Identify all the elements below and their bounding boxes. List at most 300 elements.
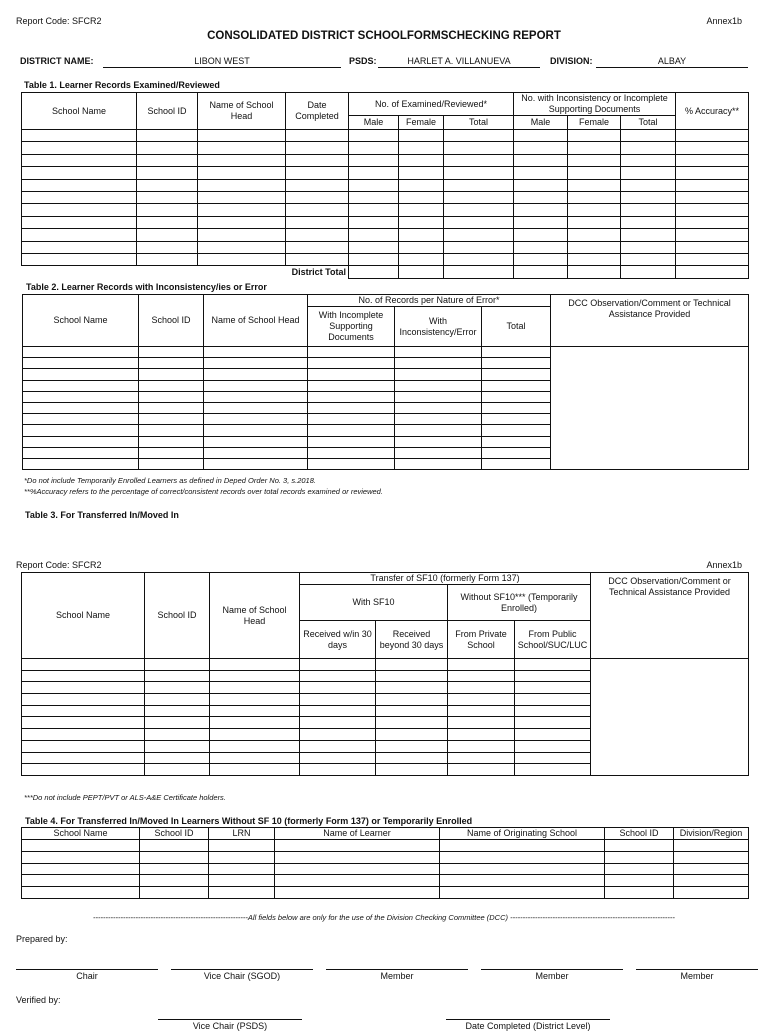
table-cell[interactable] — [514, 130, 568, 142]
table-cell[interactable] — [139, 425, 204, 436]
table-cell[interactable] — [23, 402, 139, 413]
table-cell[interactable] — [376, 764, 448, 776]
table-cell[interactable] — [137, 241, 198, 253]
table-cell[interactable] — [674, 887, 749, 899]
t2-header-nature: No. of Records per Nature of Error* — [308, 295, 551, 307]
table-cell[interactable] — [22, 694, 145, 706]
t4-header-school-id: School ID — [140, 828, 209, 840]
table-cell[interactable] — [399, 191, 444, 203]
table-cell[interactable] — [515, 694, 591, 706]
table-cell[interactable] — [399, 204, 444, 216]
table-cell[interactable] — [605, 875, 674, 887]
table-cell[interactable] — [23, 436, 139, 447]
table-cell[interactable] — [376, 694, 448, 706]
table-cell[interactable] — [515, 729, 591, 741]
table-cell[interactable] — [198, 229, 286, 241]
table-cell[interactable] — [395, 447, 482, 458]
table-cell[interactable] — [349, 179, 399, 191]
table-cell[interactable] — [23, 347, 139, 358]
table-cell[interactable] — [300, 729, 376, 741]
table-cell[interactable] — [145, 682, 210, 694]
table-cell[interactable] — [376, 717, 448, 729]
table-cell[interactable] — [515, 764, 591, 776]
table-cell[interactable] — [482, 402, 551, 413]
table-cell[interactable] — [204, 458, 308, 469]
table-cell[interactable] — [22, 875, 140, 887]
table-cell[interactable] — [514, 253, 568, 265]
table-cell[interactable] — [482, 447, 551, 458]
table-cell[interactable] — [22, 154, 137, 166]
table-cell[interactable] — [395, 425, 482, 436]
table-cell[interactable] — [209, 887, 275, 899]
table-cell[interactable] — [448, 752, 515, 764]
table-cell[interactable] — [22, 752, 145, 764]
table-cell[interactable] — [448, 740, 515, 752]
table-cell[interactable] — [198, 253, 286, 265]
table-cell[interactable] — [145, 764, 210, 776]
table-cell[interactable] — [444, 154, 514, 166]
table-cell[interactable] — [145, 740, 210, 752]
table-cell[interactable] — [23, 414, 139, 425]
table-cell[interactable] — [444, 216, 514, 228]
table-cell[interactable] — [286, 130, 349, 142]
table-cell[interactable] — [515, 752, 591, 764]
table-cell[interactable] — [204, 347, 308, 358]
table-cell[interactable] — [210, 729, 300, 741]
table-cell[interactable] — [440, 863, 605, 875]
table-cell[interactable] — [286, 191, 349, 203]
table-cell[interactable] — [210, 670, 300, 682]
table-cell[interactable] — [137, 154, 198, 166]
table-cell[interactable] — [515, 670, 591, 682]
table-cell[interactable] — [139, 391, 204, 402]
table-cell[interactable] — [22, 717, 145, 729]
table-cell[interactable] — [482, 380, 551, 391]
table-cell[interactable] — [676, 142, 749, 154]
table-cell[interactable] — [275, 863, 440, 875]
table-cell[interactable] — [440, 840, 605, 852]
table-cell[interactable] — [22, 241, 137, 253]
table-cell[interactable] — [22, 840, 140, 852]
table-cell[interactable] — [399, 130, 444, 142]
table-cell[interactable] — [308, 447, 395, 458]
table-cell[interactable] — [23, 391, 139, 402]
table-cell[interactable] — [209, 840, 275, 852]
table-cell[interactable] — [198, 142, 286, 154]
table-cell[interactable] — [198, 130, 286, 142]
table-cell[interactable] — [308, 369, 395, 380]
table-cell[interactable] — [568, 253, 621, 265]
table-cell[interactable] — [514, 229, 568, 241]
table-cell[interactable] — [275, 875, 440, 887]
table-cell[interactable] — [514, 191, 568, 203]
table-cell[interactable] — [376, 670, 448, 682]
table-cell[interactable] — [568, 130, 621, 142]
table-cell[interactable] — [349, 154, 399, 166]
table-cell[interactable] — [22, 863, 140, 875]
table-cell[interactable] — [676, 154, 749, 166]
table-cell[interactable] — [515, 705, 591, 717]
table-cell[interactable] — [286, 216, 349, 228]
table-cell[interactable] — [210, 705, 300, 717]
table-cell[interactable] — [349, 253, 399, 265]
table-cell[interactable] — [145, 659, 210, 671]
table-cell[interactable] — [300, 659, 376, 671]
table-cell[interactable] — [300, 752, 376, 764]
table-cell[interactable] — [210, 659, 300, 671]
table-cell[interactable] — [145, 694, 210, 706]
table-cell[interactable] — [145, 705, 210, 717]
table-cell[interactable] — [399, 253, 444, 265]
table-cell[interactable] — [22, 167, 137, 179]
table-cell[interactable] — [209, 851, 275, 863]
table-cell[interactable] — [210, 740, 300, 752]
table-cell[interactable] — [444, 191, 514, 203]
table-cell[interactable] — [376, 752, 448, 764]
table-cell[interactable] — [139, 380, 204, 391]
table-cell[interactable] — [210, 682, 300, 694]
dcc-comment-cell[interactable] — [551, 347, 749, 470]
table-cell[interactable] — [23, 358, 139, 369]
table-cell[interactable] — [399, 229, 444, 241]
table-cell[interactable] — [376, 740, 448, 752]
table-cell[interactable] — [444, 179, 514, 191]
table-cell[interactable] — [22, 659, 145, 671]
table-cell[interactable] — [444, 167, 514, 179]
table-cell[interactable] — [676, 179, 749, 191]
table-cell[interactable] — [140, 851, 209, 863]
table-cell[interactable] — [210, 717, 300, 729]
table-cell[interactable] — [621, 167, 676, 179]
table-cell[interactable] — [568, 154, 621, 166]
table-cell[interactable] — [275, 887, 440, 899]
table-cell[interactable] — [514, 142, 568, 154]
table-cell[interactable] — [568, 142, 621, 154]
table-cell[interactable] — [286, 253, 349, 265]
table-cell[interactable] — [137, 167, 198, 179]
table-cell[interactable] — [137, 142, 198, 154]
table-cell[interactable] — [448, 729, 515, 741]
table-cell[interactable] — [210, 752, 300, 764]
table-cell[interactable] — [23, 458, 139, 469]
table-cell[interactable] — [399, 179, 444, 191]
table-cell[interactable] — [448, 659, 515, 671]
table-cell[interactable] — [674, 840, 749, 852]
table-cell[interactable] — [139, 458, 204, 469]
table-cell[interactable] — [22, 729, 145, 741]
table-cell[interactable] — [515, 659, 591, 671]
table-cell[interactable] — [444, 229, 514, 241]
table-cell[interactable] — [482, 347, 551, 358]
table-cell[interactable] — [22, 253, 137, 265]
table-cell[interactable] — [440, 887, 605, 899]
table-cell[interactable] — [300, 740, 376, 752]
table-cell[interactable] — [621, 241, 676, 253]
table-cell[interactable] — [605, 851, 674, 863]
table-cell[interactable] — [349, 216, 399, 228]
table-cell[interactable] — [23, 380, 139, 391]
table-cell[interactable] — [209, 875, 275, 887]
table-cell[interactable] — [514, 204, 568, 216]
table-cell[interactable] — [140, 875, 209, 887]
table-cell[interactable] — [204, 414, 308, 425]
table-cell[interactable] — [376, 659, 448, 671]
table-cell[interactable] — [198, 154, 286, 166]
table-cell[interactable] — [515, 717, 591, 729]
table-cell[interactable] — [448, 705, 515, 717]
table-cell[interactable] — [22, 229, 137, 241]
table-cell[interactable] — [621, 253, 676, 265]
table-cell[interactable] — [444, 130, 514, 142]
table-cell[interactable] — [349, 167, 399, 179]
table-cell[interactable] — [674, 875, 749, 887]
table-cell[interactable] — [286, 154, 349, 166]
table-cell[interactable] — [23, 369, 139, 380]
table-cell[interactable] — [349, 130, 399, 142]
table-cell[interactable] — [137, 229, 198, 241]
table3 — [21, 572, 749, 776]
table-cell[interactable] — [376, 705, 448, 717]
table-cell[interactable] — [448, 764, 515, 776]
table-cell[interactable] — [376, 682, 448, 694]
table-cell[interactable] — [300, 705, 376, 717]
table-cell[interactable] — [275, 840, 440, 852]
table-cell[interactable] — [22, 130, 137, 142]
table-cell[interactable] — [621, 191, 676, 203]
table-cell[interactable] — [308, 458, 395, 469]
table-cell[interactable] — [621, 216, 676, 228]
table-cell[interactable] — [308, 425, 395, 436]
table-cell[interactable] — [204, 391, 308, 402]
table-cell[interactable] — [137, 130, 198, 142]
table-cell[interactable] — [568, 229, 621, 241]
table-cell[interactable] — [349, 229, 399, 241]
table-cell[interactable] — [444, 204, 514, 216]
table-cell[interactable] — [676, 253, 749, 265]
table-cell[interactable] — [676, 229, 749, 241]
table-cell[interactable] — [399, 241, 444, 253]
table-cell[interactable] — [308, 358, 395, 369]
table-cell[interactable] — [210, 764, 300, 776]
table-cell[interactable] — [605, 840, 674, 852]
table-cell[interactable] — [568, 204, 621, 216]
table-cell[interactable] — [349, 241, 399, 253]
table-cell[interactable] — [275, 851, 440, 863]
table-cell[interactable] — [23, 447, 139, 458]
table-cell[interactable] — [349, 191, 399, 203]
table-cell[interactable] — [140, 887, 209, 899]
table-cell[interactable] — [399, 216, 444, 228]
table-cell[interactable] — [204, 402, 308, 413]
table-cell[interactable] — [676, 241, 749, 253]
table-cell[interactable] — [568, 216, 621, 228]
table-cell[interactable] — [22, 179, 137, 191]
table-cell[interactable] — [349, 204, 399, 216]
table-cell[interactable] — [399, 154, 444, 166]
table-cell[interactable] — [22, 887, 140, 899]
table-cell[interactable] — [514, 167, 568, 179]
table-cell[interactable] — [674, 863, 749, 875]
table-cell[interactable] — [514, 154, 568, 166]
table-cell[interactable] — [145, 729, 210, 741]
table-cell[interactable] — [515, 740, 591, 752]
table-cell[interactable] — [621, 130, 676, 142]
table-cell[interactable] — [137, 204, 198, 216]
table-cell[interactable] — [286, 204, 349, 216]
table-cell[interactable] — [22, 670, 145, 682]
t3-header-head: Name of School Head — [210, 573, 300, 659]
table-cell[interactable] — [676, 204, 749, 216]
table-cell[interactable] — [444, 142, 514, 154]
table-cell[interactable] — [308, 391, 395, 402]
table-cell[interactable] — [482, 358, 551, 369]
table-cell[interactable] — [145, 670, 210, 682]
table-cell[interactable] — [300, 717, 376, 729]
table-cell[interactable] — [440, 875, 605, 887]
table-cell[interactable] — [286, 241, 349, 253]
table-cell[interactable] — [137, 216, 198, 228]
table-cell[interactable] — [482, 391, 551, 402]
table-cell[interactable] — [395, 380, 482, 391]
table-cell[interactable] — [395, 347, 482, 358]
table-cell[interactable] — [399, 142, 444, 154]
table-cell[interactable] — [22, 682, 145, 694]
table-cell[interactable] — [139, 414, 204, 425]
table-cell[interactable] — [300, 694, 376, 706]
table-cell[interactable] — [300, 682, 376, 694]
table-cell[interactable] — [286, 229, 349, 241]
table-cell[interactable] — [349, 142, 399, 154]
table-cell[interactable] — [198, 167, 286, 179]
table-cell[interactable] — [568, 241, 621, 253]
table-cell[interactable] — [395, 458, 482, 469]
table-cell[interactable] — [140, 863, 209, 875]
table-cell[interactable] — [300, 670, 376, 682]
table-cell[interactable] — [568, 179, 621, 191]
table-cell[interactable] — [676, 191, 749, 203]
table-cell[interactable] — [448, 670, 515, 682]
table-cell[interactable] — [676, 216, 749, 228]
table-cell[interactable] — [198, 204, 286, 216]
table-cell[interactable] — [308, 380, 395, 391]
table-cell[interactable] — [308, 402, 395, 413]
table-cell[interactable] — [139, 347, 204, 358]
table-cell[interactable] — [204, 436, 308, 447]
table-cell[interactable] — [22, 764, 145, 776]
table-cell[interactable] — [448, 682, 515, 694]
table-cell[interactable] — [514, 179, 568, 191]
table-cell[interactable] — [621, 142, 676, 154]
table-cell[interactable] — [395, 391, 482, 402]
table-cell[interactable] — [137, 179, 198, 191]
table-cell[interactable] — [198, 179, 286, 191]
table-cell[interactable] — [209, 863, 275, 875]
table-cell[interactable] — [286, 179, 349, 191]
table-cell[interactable] — [482, 425, 551, 436]
table-cell[interactable] — [676, 130, 749, 142]
table-cell[interactable] — [137, 191, 198, 203]
sig-label-vice-chair-psds: Vice Chair (PSDS) — [192, 1021, 268, 1031]
table-cell[interactable] — [22, 142, 137, 154]
table-cell[interactable] — [198, 191, 286, 203]
table-cell[interactable] — [23, 425, 139, 436]
table-cell[interactable] — [140, 840, 209, 852]
table-cell[interactable] — [395, 358, 482, 369]
table-cell[interactable] — [139, 447, 204, 458]
table-cell[interactable] — [621, 229, 676, 241]
table-cell[interactable] — [22, 705, 145, 717]
table-cell[interactable] — [376, 729, 448, 741]
table-cell[interactable] — [395, 436, 482, 447]
table-cell[interactable] — [674, 851, 749, 863]
dcc-comment-cell[interactable] — [591, 659, 749, 776]
table-cell[interactable] — [139, 402, 204, 413]
table-cell[interactable] — [286, 167, 349, 179]
table-cell[interactable] — [621, 179, 676, 191]
table-cell[interactable] — [286, 142, 349, 154]
table-cell[interactable] — [482, 436, 551, 447]
table-cell[interactable] — [514, 241, 568, 253]
table-cell[interactable] — [308, 414, 395, 425]
table-cell[interactable] — [444, 241, 514, 253]
table-cell[interactable] — [514, 216, 568, 228]
table-cell[interactable] — [139, 358, 204, 369]
table-cell[interactable] — [482, 458, 551, 469]
table-cell[interactable] — [204, 425, 308, 436]
table-cell[interactable] — [568, 167, 621, 179]
table-cell[interactable] — [204, 380, 308, 391]
table-cell[interactable] — [300, 764, 376, 776]
table-cell[interactable] — [448, 717, 515, 729]
t1-total-cell — [621, 266, 676, 279]
table-cell[interactable] — [204, 358, 308, 369]
table-cell[interactable] — [621, 204, 676, 216]
table-cell[interactable] — [22, 191, 137, 203]
table-cell[interactable] — [308, 347, 395, 358]
table-cell[interactable] — [22, 740, 145, 752]
table-cell[interactable] — [22, 851, 140, 863]
table-cell[interactable] — [204, 447, 308, 458]
table-cell[interactable] — [22, 204, 137, 216]
table-cell[interactable] — [137, 253, 198, 265]
table-cell[interactable] — [145, 752, 210, 764]
table-cell[interactable] — [145, 717, 210, 729]
table-cell[interactable] — [444, 253, 514, 265]
table-cell[interactable] — [308, 436, 395, 447]
table-cell[interactable] — [395, 402, 482, 413]
table-cell[interactable] — [448, 694, 515, 706]
table-cell[interactable] — [198, 241, 286, 253]
table-cell[interactable] — [621, 154, 676, 166]
table-cell[interactable] — [482, 369, 551, 380]
table-cell[interactable] — [22, 216, 137, 228]
table-cell[interactable] — [139, 436, 204, 447]
table-cell[interactable] — [440, 851, 605, 863]
table-cell[interactable] — [605, 887, 674, 899]
table-cell[interactable] — [676, 167, 749, 179]
table-cell[interactable] — [198, 216, 286, 228]
table-cell[interactable] — [395, 414, 482, 425]
table-cell[interactable] — [204, 369, 308, 380]
table-cell[interactable] — [395, 369, 482, 380]
table-cell[interactable] — [515, 682, 591, 694]
table-cell[interactable] — [210, 694, 300, 706]
table-cell[interactable] — [605, 863, 674, 875]
table-cell[interactable] — [568, 191, 621, 203]
table-cell[interactable] — [139, 369, 204, 380]
table-cell[interactable] — [482, 414, 551, 425]
table-cell[interactable] — [399, 167, 444, 179]
